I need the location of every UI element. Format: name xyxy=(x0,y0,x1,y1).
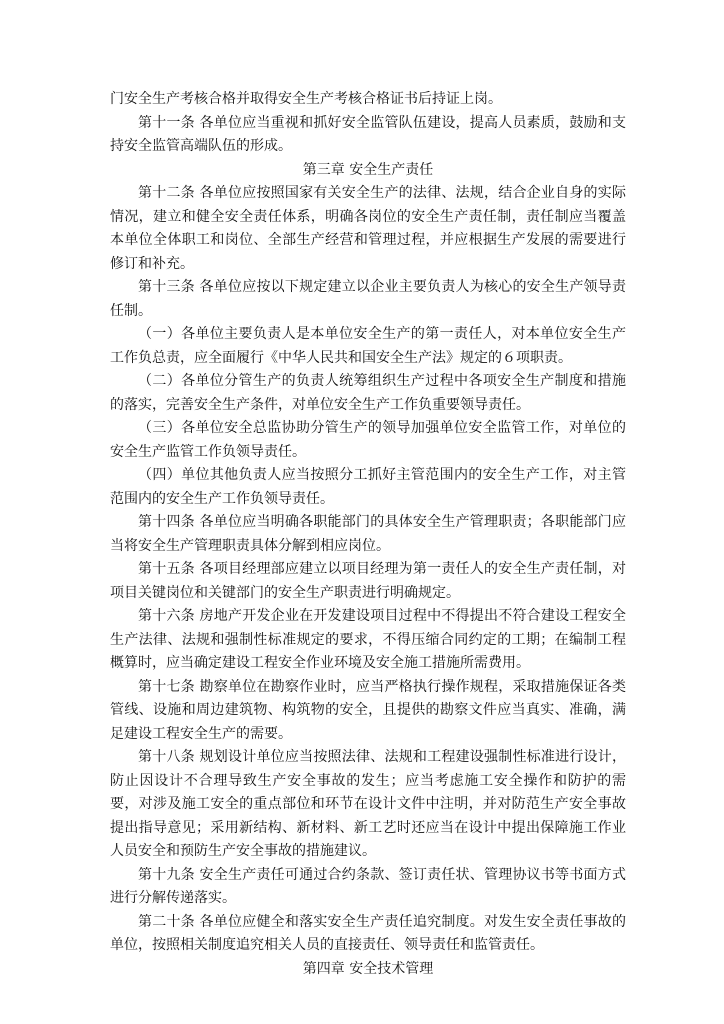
article-12: 第十二条 各单位应按照国家有关安全生产的法律、法规，结合企业自身的实际情况，建立和健全安全责任体系，明确各岗位的安全生产责任制，责任制应当覆盖本单位全体职工和岗位、全部生产经营和管理过程，并应根据生产发展的需要进行修订和补充。 xyxy=(110,185,626,272)
article-13-item-1: （一）各单位主要负责人是本单位安全生产的第一责任人，对本单位安全生产工作负总责，应全面履行《中华人民共和国安全生产法》规定的６项职责。 xyxy=(110,326,626,366)
chapter-4-heading: 第四章 安全技术管理 xyxy=(302,960,434,977)
article-17: 第十七条 勘察单位在勘察作业时，应当严格执行操作规程，采取措施保证各类管线、设施和周边建筑物、构筑物的安全，且提供的勘察文件应当真实、准确，满足建设工程安全生产的需要。 xyxy=(110,678,626,742)
article-16: 第十六条 房地产开发企业在开发建设项目过程中不得提出不符合建设工程安全生产法律、法规和强制性标准规定的要求，不得压缩合同约定的工期；在编制工程概算时，应当确定建设工程安全作业环境及安全施工措施所需费用。 xyxy=(110,608,626,671)
article-20: 第二十条 各单位应健全和落实安全生产责任追究制度。对发生安全责任事故的单位，按照相关制度追究相关人员的直接责任、领导责任和监管责任。 xyxy=(110,913,626,953)
article-13-item-2: （二）各单位分管生产的负责人统筹组织生产过程中各项安全生产制度和措施的落实，完善安全生产条件，对单位安全生产工作负重要领导责任。 xyxy=(110,373,626,413)
article-14: 第十四条 各单位应当明确各职能部门的具体安全生产管理职责；各职能部门应当将安全生产管理职责具体分解到相应岗位。 xyxy=(110,514,626,554)
paragraph-continuation: 门安全生产考核合格并取得安全生产考核合格证书后持证上岗。 xyxy=(110,91,502,107)
article-19: 第十九条 安全生产责任可通过合约条款、签订责任状、管理协议书等书面方式进行分解传递落实。 xyxy=(110,866,626,906)
chapter-3-heading: 第三章 安全生产责任 xyxy=(302,161,434,178)
article-18: 第十八条 规划设计单位应当按照法律、法规和工程建设强制性标准进行设计，防止因设计不合理导致生产安全事故的发生；应当考虑施工安全操作和防护的需要，对涉及施工安全的重点部位和环节在设计文件中注明，并对防范生产安全事故提出指导意见；采用新结构、新材料、新工艺时还应当在设计中提出保障施工作业人员安全和预防生产安全事故的措施建议。 xyxy=(110,749,626,859)
article-13-item-4: （四）单位其他负责人应当按照分工抓好主管范围内的安全生产工作，对主管范围内的安全生产工作负领导责任。 xyxy=(110,467,626,507)
article-11: 第十一条 各单位应当重视和抓好安全监管队伍建设，提高人员素质，鼓励和支持安全监管高端队伍的形成。 xyxy=(110,114,626,154)
article-13-item-3: （三）各单位安全总监协助分管生产的领导加强单位安全监管工作，对单位的安全生产监管工作负领导责任。 xyxy=(110,420,626,460)
article-15: 第十五条 各项目经理部应建立以项目经理为第一责任人的安全生产责任制，对项目关键岗位和关键部门的安全生产职责进行明确规定。 xyxy=(110,561,626,601)
document-page xyxy=(110,88,626,981)
article-13: 第十三条 各单位应按以下规定建立以企业主要负责人为核心的安全生产领导责任制。 xyxy=(110,279,626,319)
